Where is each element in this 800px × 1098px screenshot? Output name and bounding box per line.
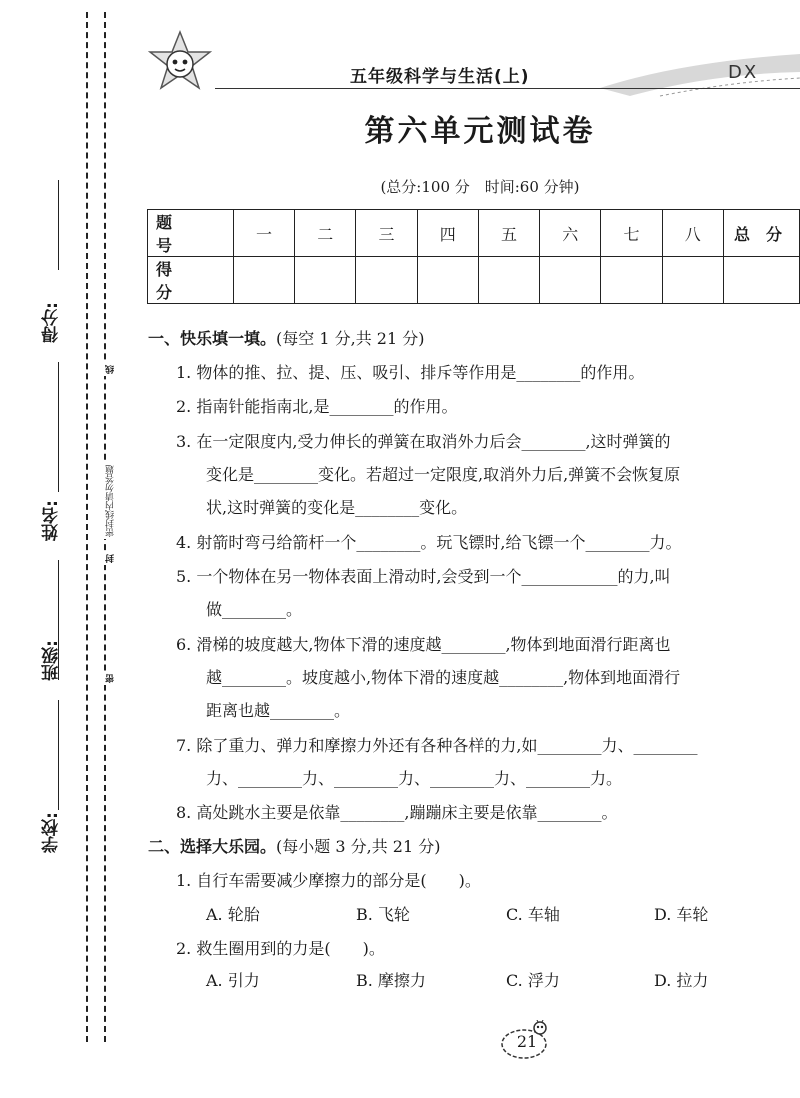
header-rule bbox=[215, 88, 800, 89]
score-cell[interactable] bbox=[417, 257, 478, 304]
section1-title: 一、快乐填一填。 bbox=[148, 329, 277, 348]
fill-question-line: 2. 指南针能指南北,是________的作用。 bbox=[176, 397, 458, 416]
page-title: 第六单元测试卷 bbox=[364, 114, 596, 149]
score-cell[interactable] bbox=[601, 257, 662, 304]
row-label-score: 得 分 bbox=[148, 257, 234, 304]
section1-heading bbox=[148, 326, 424, 349]
fill-question-line: 5. 一个物体在另一物体表面上滑动时,会受到一个____________的力,叫 bbox=[176, 567, 671, 586]
fill-question-line: 变化是________变化。若超过一定限度,取消外力后,弹簧不会恢复原 bbox=[206, 465, 681, 484]
score-table-score-row bbox=[148, 257, 800, 304]
fill-question-line: 7. 除了重力、弹力和摩擦力外还有各种各样的力,如________力、________ bbox=[176, 736, 698, 755]
seal-word-line: 线 bbox=[106, 365, 116, 374]
fill-question-line: 做________。 bbox=[206, 600, 303, 619]
column-header-total: 总 分 bbox=[723, 210, 799, 257]
fill-question-line: 1. 物体的推、拉、提、压、吸引、排斥等作用是________的作用。 bbox=[176, 363, 645, 382]
page-number: 21 bbox=[516, 1032, 538, 1051]
score-cell[interactable] bbox=[662, 257, 723, 304]
fill-question-line: 4. 射箭时弯弓给箭杆一个________。玩飞镖时,给飞镖一个________力。 bbox=[176, 533, 682, 552]
school-label: 学校: bbox=[42, 812, 62, 853]
column-header: 六 bbox=[540, 210, 601, 257]
column-header: 四 bbox=[417, 210, 478, 257]
column-header: 八 bbox=[662, 210, 723, 257]
fill-question-line: 越________。坡度越小,物体下滑的速度越________,物体到地面滑行 bbox=[206, 668, 681, 687]
fill-question-line: 状,这时弹簧的变化是________变化。 bbox=[206, 498, 468, 517]
section2-note: (每小题 3 分,共 21 分) bbox=[276, 837, 441, 856]
header-swoosh-decoration bbox=[600, 52, 800, 98]
fill-question-line: 距离也越________。 bbox=[206, 701, 351, 720]
choice-option: D. 拉力 bbox=[654, 971, 709, 990]
fill-question-line: 3. 在一定限度内,受力伸长的弹簧在取消外力后会________,这时弹簧的 bbox=[176, 432, 671, 451]
fill-question-line: 6. 滑梯的坡度越大,物体下滑的速度越________,物体到地面滑行距离也 bbox=[176, 635, 671, 654]
choice-option: A. 轮胎 bbox=[206, 905, 260, 924]
score-info: (总分:100 分 时间:60 分钟) bbox=[380, 178, 580, 196]
choice-option: B. 飞轮 bbox=[356, 905, 410, 924]
score-cell[interactable] bbox=[356, 257, 417, 304]
star-mascot-icon bbox=[148, 30, 212, 92]
choice-question: 2. 救生圈用到的力是( )。 bbox=[176, 939, 385, 958]
choice-option: B. 摩擦力 bbox=[356, 971, 426, 990]
column-header: 七 bbox=[601, 210, 662, 257]
score-table-header-row bbox=[148, 210, 800, 257]
section2-title: 二、选择大乐园。 bbox=[148, 837, 277, 856]
column-header: 一 bbox=[233, 210, 294, 257]
row-label-question-number: 题 号 bbox=[148, 210, 234, 257]
name-underline bbox=[58, 362, 59, 492]
fill-question-line: 8. 高处跳水主要是依靠________,蹦蹦床主要是依靠________。 bbox=[176, 803, 618, 822]
choice-option: D. 车轮 bbox=[654, 905, 709, 924]
score-cell-total[interactable] bbox=[723, 257, 799, 304]
seal-word-secret: 密 bbox=[106, 674, 116, 683]
section2-heading bbox=[148, 834, 440, 857]
class-label: 班级: bbox=[42, 640, 62, 681]
book-title: 五年级科学与生活(上) bbox=[350, 67, 530, 87]
score-cell[interactable] bbox=[233, 257, 294, 304]
choice-question: 1. 自行车需要减少摩擦力的部分是( )。 bbox=[176, 871, 481, 890]
binding-dashed-line-outer bbox=[86, 12, 88, 1042]
choice-option: C. 车轴 bbox=[506, 905, 560, 924]
score-cell[interactable] bbox=[478, 257, 539, 304]
score-cell[interactable] bbox=[540, 257, 601, 304]
column-header: 三 bbox=[356, 210, 417, 257]
column-header: 五 bbox=[478, 210, 539, 257]
choice-option: C. 浮力 bbox=[506, 971, 560, 990]
score-cell[interactable] bbox=[295, 257, 356, 304]
column-header: 二 bbox=[295, 210, 356, 257]
seal-word-seal: 封 bbox=[106, 554, 116, 563]
seal-notice: 密封线内请勿答题 bbox=[106, 465, 116, 537]
score-label: 得分: bbox=[42, 302, 62, 343]
choice-option: A. 引力 bbox=[206, 971, 260, 990]
score-table bbox=[147, 209, 800, 304]
fill-question-line: 力、________力、________力、________力、________力。 bbox=[206, 769, 623, 788]
name-label: 姓名: bbox=[42, 500, 62, 541]
series-code: DX bbox=[728, 62, 759, 83]
school-underline bbox=[58, 700, 59, 810]
section1-note: (每空 1 分,共 21 分) bbox=[276, 329, 425, 348]
